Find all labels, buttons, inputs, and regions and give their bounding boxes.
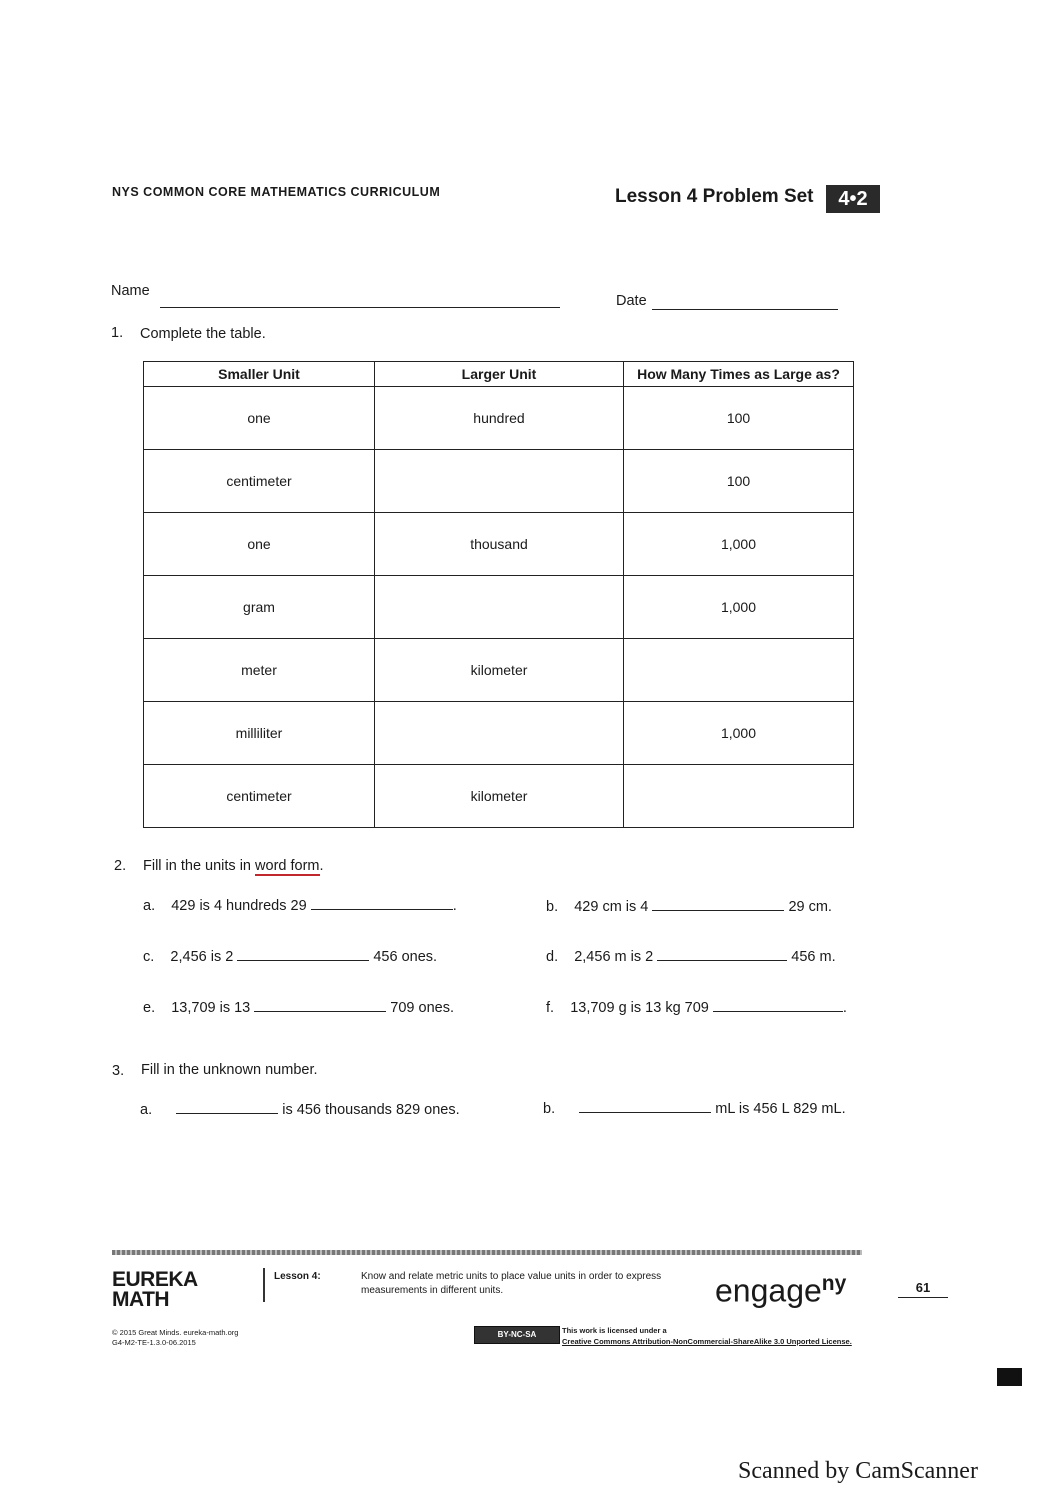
answer-blank[interactable] [657, 948, 787, 961]
q2-prompt-emphasis: word form [255, 858, 320, 874]
item-text: . [452, 898, 457, 914]
answer-blank[interactable] [579, 1100, 711, 1113]
item-letter: f. [546, 1000, 555, 1016]
cc-license-badge: BY-NC-SA [474, 1326, 560, 1344]
answer-blank[interactable] [176, 1101, 278, 1114]
q2-number: 2. [114, 858, 127, 874]
table-cell: one [144, 387, 375, 450]
lesson-title: Lesson 4 Problem Set [615, 186, 814, 207]
table-row [144, 387, 854, 450]
q1-prompt: Complete the table. [140, 326, 266, 342]
copyright [112, 1328, 238, 1348]
table-row [144, 639, 854, 702]
table-cell: hundred [375, 387, 624, 450]
date-field[interactable] [652, 309, 838, 310]
table-cell: 1,000 [624, 513, 854, 576]
item-text: mL is 456 L 829 mL. [715, 1101, 846, 1117]
q3-prompt: Fill in the unknown number. [141, 1062, 318, 1078]
document-code: G4-M2-TE-1.3.0-06.2015 [112, 1338, 196, 1347]
answer-cell[interactable] [375, 702, 624, 765]
answer-blank[interactable] [713, 999, 843, 1012]
units-table [143, 361, 854, 828]
footer-separator [263, 1268, 265, 1302]
item-text: 2,456 m is 2 [574, 949, 654, 965]
column-header: Larger Unit [375, 362, 624, 387]
curriculum-title: NYS COMMON CORE MATHEMATICS CURRICULUM [112, 185, 441, 199]
q2d [546, 948, 836, 965]
camscanner-watermark: Scanned by CamScanner [738, 1458, 978, 1484]
item-text: 2,456 is 2 [170, 949, 234, 965]
q2-prompt-text: Fill in the units in [143, 858, 256, 874]
answer-cell[interactable] [375, 576, 624, 639]
table-cell: kilometer [375, 639, 624, 702]
item-text: is 456 thousands 829 ones. [282, 1102, 460, 1118]
table-cell: 1,000 [624, 576, 854, 639]
table-cell: 100 [624, 387, 854, 450]
q3-number: 3. [112, 1063, 125, 1079]
item-text: 456 ones. [373, 949, 438, 965]
column-header: Smaller Unit [144, 362, 375, 387]
item-text: 456 m. [791, 949, 836, 965]
item-letter: d. [546, 949, 559, 965]
item-letter: b. [543, 1101, 556, 1117]
page-number: 61 [898, 1280, 948, 1298]
table-cell: milliliter [144, 702, 375, 765]
license-text [562, 1325, 852, 1347]
logo-line: EUREKA [112, 1268, 198, 1291]
q2e [143, 999, 454, 1016]
q1-number: 1. [111, 325, 124, 341]
logo-text: engage [715, 1272, 822, 1309]
q2b [546, 898, 832, 915]
item-text: 429 is 4 hundreds 29 [171, 898, 307, 914]
item-letter: a. [143, 898, 156, 914]
table-cell: 100 [624, 450, 854, 513]
table-cell: centimeter [144, 765, 375, 828]
answer-blank[interactable] [254, 999, 386, 1012]
answer-cell[interactable] [624, 639, 854, 702]
logo-line: MATH [112, 1288, 170, 1311]
item-text: 29 cm. [788, 899, 832, 915]
date-label: Date [616, 293, 647, 309]
table-cell: gram [144, 576, 375, 639]
answer-cell[interactable] [375, 450, 624, 513]
q2c [143, 948, 437, 965]
table-cell: centimeter [144, 450, 375, 513]
eureka-math-logo [112, 1270, 198, 1310]
license-link[interactable]: Creative Commons Attribution-NonCommercial-ShareAlike 3.0 Unported License. [562, 1337, 852, 1346]
table-row [144, 450, 854, 513]
lesson-badge: 4•2 [826, 185, 880, 213]
item-letter: e. [143, 1000, 156, 1016]
q2f [546, 999, 847, 1016]
name-label: Name [111, 283, 150, 299]
item-letter: c. [143, 949, 155, 965]
item-text: 13,709 is 13 [171, 1000, 251, 1016]
item-text: 13,709 g is 13 kg 709 [570, 1000, 709, 1016]
scan-mark [997, 1368, 1022, 1386]
q2-prompt [143, 858, 324, 874]
q3b [543, 1100, 846, 1117]
table-header-row [144, 362, 854, 387]
q2a [143, 897, 457, 914]
table-cell: 1,000 [624, 702, 854, 765]
table-row [144, 513, 854, 576]
license-line: This work is licensed under a [562, 1326, 667, 1335]
footer-divider [112, 1250, 862, 1255]
answer-blank[interactable] [311, 897, 453, 910]
table-cell: meter [144, 639, 375, 702]
table-row [144, 702, 854, 765]
item-text: 709 ones. [390, 1000, 454, 1016]
table-row [144, 576, 854, 639]
name-field[interactable] [160, 307, 560, 308]
answer-blank[interactable] [652, 898, 784, 911]
logo-sup: ny [821, 1272, 847, 1295]
item-letter: a. [140, 1102, 153, 1118]
q3a [140, 1101, 460, 1118]
column-header: How Many Times as Large as? [624, 362, 854, 387]
item-letter: b. [546, 899, 559, 915]
copyright-line: © 2015 Great Minds. eureka-math.org [112, 1328, 239, 1337]
footer-lesson: Lesson 4: [274, 1271, 321, 1282]
table-row [144, 765, 854, 828]
q2-prompt-end: . [319, 858, 324, 874]
footer-description: Know and relate metric units to place value units in order to express measurements in different units. [361, 1271, 662, 1296]
answer-cell[interactable] [624, 765, 854, 828]
answer-blank[interactable] [237, 948, 369, 961]
item-text: 429 cm is 4 [574, 899, 649, 915]
table-cell: kilometer [375, 765, 624, 828]
engageny-logo [715, 1272, 846, 1310]
item-text: . [842, 1000, 847, 1016]
table-cell: one [144, 513, 375, 576]
table-cell: thousand [375, 513, 624, 576]
